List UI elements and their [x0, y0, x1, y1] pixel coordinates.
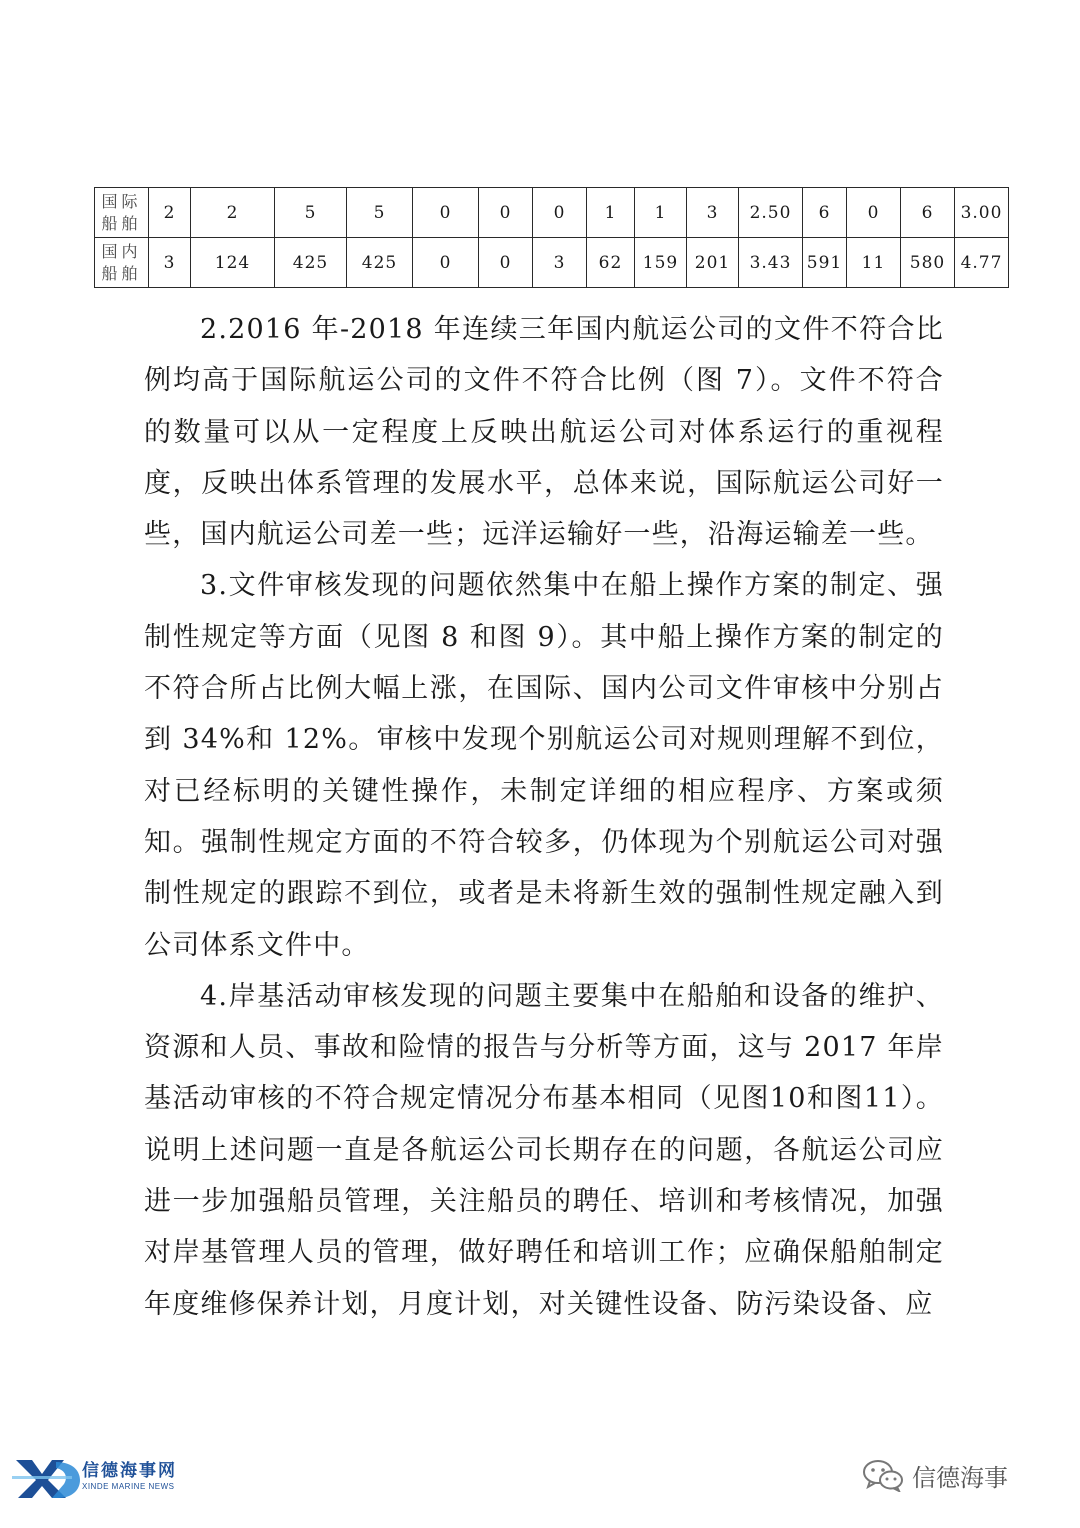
table-cell: 2.50	[739, 188, 803, 238]
table-cell: 0	[847, 188, 901, 238]
table-cell: 2	[149, 188, 191, 238]
table-cell: 425	[347, 238, 413, 288]
table-cell: 3	[533, 238, 587, 288]
table-cell: 159	[635, 238, 687, 288]
table-cell: 0	[413, 188, 479, 238]
row-header-international-ships: 国际 船舶	[95, 188, 149, 238]
table-cell: 5	[347, 188, 413, 238]
body-text	[144, 304, 944, 1330]
table-cell: 0	[479, 188, 533, 238]
wechat-watermark	[862, 1455, 1008, 1495]
table-row-international-ships	[95, 188, 1009, 238]
logo-english-text: XINDE MARINE NEWS	[82, 1482, 175, 1491]
watermark-text: 信德海事	[912, 1463, 1008, 1492]
table-cell: 4.77	[955, 238, 1009, 288]
wechat-icon	[862, 1458, 904, 1492]
table-row-domestic-ships	[95, 238, 1009, 288]
table-cell: 580	[901, 238, 955, 288]
table-cell: 3.00	[955, 188, 1009, 238]
paragraph-item-3: 3.文件审核发现的问题依然集中在船上操作方案的制定、强制性规定等方面（见图 8 和图 9）。其中船上操作方案的制定的不符合所占比例大幅上涨，在国际、国内公司文件审核中分别占到 34%和 12%。审核中发现个别航运公司对规则理解不到位，对已经标明的关键性操作，未制定详细的相应程序、方案或须知。强制性规定方面的不符合较多，仍体现为个别航运公司对强制性规定的跟踪不到位，或者是未将新生效的强制性规定融入到公司体系文件中。	[144, 570, 944, 961]
table-cell: 5	[275, 188, 347, 238]
table-cell: 3	[149, 238, 191, 288]
table-cell: 0	[413, 238, 479, 288]
statistics-table	[94, 187, 1009, 288]
row-header-domestic-ships: 国内 船舶	[95, 238, 149, 288]
paragraph-item-2: 2.2016 年-2018 年连续三年国内航运公司的文件不符合比例均高于国际航运公司的文件不符合比例（图 7）。文件不符合的数量可以从一定程度上反映出航运公司对体系运行的重视程度，反映出体系管理的发展水平，总体来说，国际航运公司好一些，国内航运公司差一些；远洋运输好一些，沿海运输差一些。	[144, 314, 944, 551]
table-cell: 124	[191, 238, 275, 288]
table-cell: 62	[587, 238, 635, 288]
table-cell: 3	[687, 188, 739, 238]
table-cell: 0	[479, 238, 533, 288]
paragraph-item-4: 4.岸基活动审核发现的问题主要集中在船舶和设备的维护、资源和人员、事故和险情的报告与分析等方面，这与 2017 年岸基活动审核的不符合规定情况分布基本相同（见图10和图11）。说明上述问题一直是各航运公司长期存在的问题，各航运公司应进一步加强船员管理，关注船员的聘任、培训和考核情况，加强对岸基管理人员的管理，做好聘任和培训工作；应确保船舶制定年度维修保养计划，月度计划，对关键性设备、防污染设备、应	[144, 980, 944, 1320]
table-cell: 591	[803, 238, 847, 288]
table-cell: 2	[191, 188, 275, 238]
table-cell: 425	[275, 238, 347, 288]
logo-chinese-text: 信德海事网	[82, 1461, 177, 1481]
table-cell: 1	[587, 188, 635, 238]
table-cell: 11	[847, 238, 901, 288]
table-cell: 1	[635, 188, 687, 238]
table-cell: 6	[803, 188, 847, 238]
site-logo	[8, 1448, 208, 1518]
table-cell: 0	[533, 188, 587, 238]
table-cell: 201	[687, 238, 739, 288]
table-cell: 3.43	[739, 238, 803, 288]
xd-logo-icon	[12, 1454, 82, 1502]
table-cell: 6	[901, 188, 955, 238]
